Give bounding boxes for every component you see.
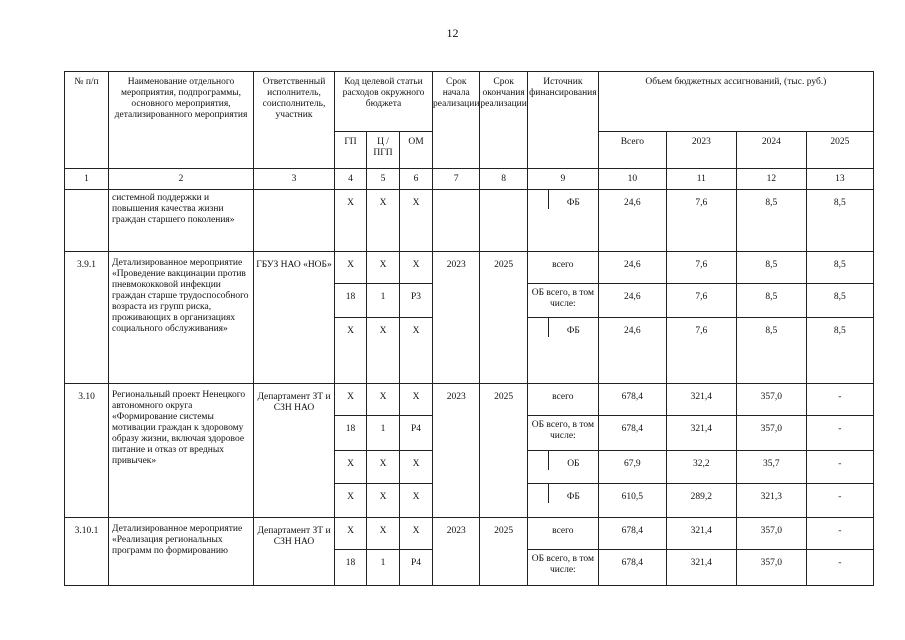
amount-2025: - [806, 550, 873, 586]
header-om: ОМ [400, 132, 433, 169]
code-pgp: X [367, 384, 400, 416]
col-number: 12 [736, 169, 806, 190]
code-om: P4 [400, 550, 433, 586]
code-pgp: X [367, 518, 400, 550]
budget-table [64, 71, 874, 586]
col-number: 13 [806, 169, 873, 190]
header-code: Код целевой статьи расходов окружного бюджета [335, 72, 433, 132]
col-number: 10 [598, 169, 666, 190]
amount-2025: - [806, 484, 873, 518]
header-2024: 2024 [736, 132, 806, 169]
header-total: Всего [598, 132, 666, 169]
amount-2024: 8,5 [736, 252, 806, 284]
amount-2024: 8,5 [736, 190, 806, 252]
funding-source: ОБ всего, в том числе: [527, 284, 598, 318]
amount-total: 678,4 [598, 416, 666, 451]
amount-2025: - [806, 518, 873, 550]
amount-total: 24,6 [598, 252, 666, 284]
amount-2023: 321,4 [666, 550, 736, 586]
code-om: X [400, 190, 433, 252]
col-number: 7 [433, 169, 480, 190]
executor: ГБУЗ НАО «НОБ» [254, 252, 335, 384]
code-om: X [400, 384, 433, 416]
amount-2025: - [806, 416, 873, 451]
header-2023: 2023 [666, 132, 736, 169]
funding-source: ФБ [566, 198, 580, 208]
code-om: X [400, 451, 433, 484]
code-pgp: X [367, 252, 400, 284]
code-gp: X [335, 518, 367, 550]
code-gp: X [335, 484, 367, 518]
col-number: 4 [335, 169, 367, 190]
code-pgp: X [367, 190, 400, 252]
row-number: 3.10.1 [65, 518, 109, 586]
table-row [65, 518, 874, 550]
header-end: Срок окончания реализации [480, 72, 527, 169]
amount-2024: 357,0 [736, 384, 806, 416]
amount-total: 24,6 [598, 284, 666, 318]
code-pgp: X [367, 451, 400, 484]
end-year: 2025 [480, 252, 527, 384]
funding-source: всего [527, 518, 598, 550]
code-gp: X [335, 318, 367, 384]
code-om: X [400, 484, 433, 518]
header-num: № п/п [65, 72, 109, 169]
funding-source: ФБ [566, 492, 580, 502]
code-om: P4 [400, 416, 433, 451]
amount-total: 67,9 [598, 451, 666, 484]
measure-name: Детализированное мероприятие «Проведение вакцинации против пневмококковой инфекции граждан старше трудоспособного возраста из групп риска, проживающих в организациях социального обслуживания» [109, 252, 254, 384]
amount-2025: 8,5 [806, 252, 873, 284]
code-gp: X [335, 252, 367, 284]
end-year: 2025 [480, 384, 527, 518]
code-om: X [400, 518, 433, 550]
code-pgp: X [367, 484, 400, 518]
funding-source: ОБ всего, в том числе: [527, 416, 598, 451]
col-number: 11 [666, 169, 736, 190]
amount-2025: 8,5 [806, 190, 873, 252]
amount-2023: 321,4 [666, 518, 736, 550]
col-number: 9 [527, 169, 598, 190]
code-om: X [400, 252, 433, 284]
code-gp: X [335, 384, 367, 416]
amount-total: 678,4 [598, 518, 666, 550]
amount-total: 24,6 [598, 190, 666, 252]
amount-2025: - [806, 451, 873, 484]
amount-2023: 7,6 [666, 252, 736, 284]
measure-name: Детализированное мероприятие «Реализация региональных программ по формированию [109, 518, 254, 586]
amount-total: 24,6 [598, 318, 666, 384]
code-pgp: X [367, 318, 400, 384]
amount-total: 678,4 [598, 550, 666, 586]
header-source: Источник финансирования [527, 72, 598, 169]
funding-source: ОБ [567, 459, 580, 469]
amount-total: 610,5 [598, 484, 666, 518]
amount-2024: 357,0 [736, 518, 806, 550]
code-gp: 18 [335, 284, 367, 318]
measure-name: Региональный проект Ненецкого автономного округа «Формирование системы мотивации граждан к здоровому образу жизни, включая здоровое питание и отказ от вредных привычек» [109, 384, 254, 518]
funding-source: ОБ всего, в том числе: [527, 550, 598, 586]
header-gp: ГП [335, 132, 367, 169]
amount-2023: 321,4 [666, 416, 736, 451]
header-name: Наименование отдельного мероприятия, подпрограммы, основного мероприятия, детализированного мероприятия [109, 72, 254, 169]
row-number: 3.10 [65, 384, 109, 518]
table-row [65, 384, 874, 416]
amount-2023: 7,6 [666, 190, 736, 252]
start-year: 2023 [433, 384, 480, 518]
amount-2023: 7,6 [666, 318, 736, 384]
header-2025: 2025 [806, 132, 873, 169]
start-year: 2023 [433, 518, 480, 586]
col-number: 2 [109, 169, 254, 190]
end-year: 2025 [480, 518, 527, 586]
amount-2024: 357,0 [736, 416, 806, 451]
code-om: X [400, 318, 433, 384]
col-number: 6 [400, 169, 433, 190]
col-number: 1 [65, 169, 109, 190]
table-row [65, 190, 874, 252]
amount-2024: 357,0 [736, 550, 806, 586]
code-gp: 18 [335, 416, 367, 451]
start-year: 2023 [433, 252, 480, 384]
amount-2023: 289,2 [666, 484, 736, 518]
code-gp: X [335, 451, 367, 484]
executor: Департамент ЗТ и СЗН НАО [254, 384, 335, 518]
amount-2025: 8,5 [806, 318, 873, 384]
code-gp: X [335, 190, 367, 252]
amount-2024: 35,7 [736, 451, 806, 484]
header-pgp: Ц / ПГП [367, 132, 400, 169]
amount-2024: 8,5 [736, 284, 806, 318]
amount-2024: 8,5 [736, 318, 806, 384]
amount-total: 678,4 [598, 384, 666, 416]
code-om: P3 [400, 284, 433, 318]
page-number: 12 [446, 26, 459, 40]
row-number: 3.9.1 [65, 252, 109, 384]
header-start: Срок начала реализации [433, 72, 480, 169]
code-pgp: 1 [367, 416, 400, 451]
code-pgp: 1 [367, 284, 400, 318]
amount-2025: 8,5 [806, 284, 873, 318]
funding-source: ФБ [566, 326, 580, 336]
executor: Департамент ЗТ и СЗН НАО [254, 518, 335, 586]
measure-name: системной поддержки и повышения качества жизни граждан старшего поколения» [109, 190, 254, 252]
col-number: 8 [480, 169, 527, 190]
header-executor: Ответственный исполнитель, соисполнитель, участник [254, 72, 335, 169]
amount-2025: - [806, 384, 873, 416]
code-pgp: 1 [367, 550, 400, 586]
funding-source: всего [527, 384, 598, 416]
table-row [65, 252, 874, 284]
amount-2023: 32,2 [666, 451, 736, 484]
col-number: 5 [367, 169, 400, 190]
amount-2023: 321,4 [666, 384, 736, 416]
col-number: 3 [254, 169, 335, 190]
amount-2024: 321,3 [736, 484, 806, 518]
amount-2023: 7,6 [666, 284, 736, 318]
header-volume: Объем бюджетных ассигнований, (тыс. руб.) [598, 72, 873, 132]
code-gp: 18 [335, 550, 367, 586]
funding-source: всего [527, 252, 598, 284]
